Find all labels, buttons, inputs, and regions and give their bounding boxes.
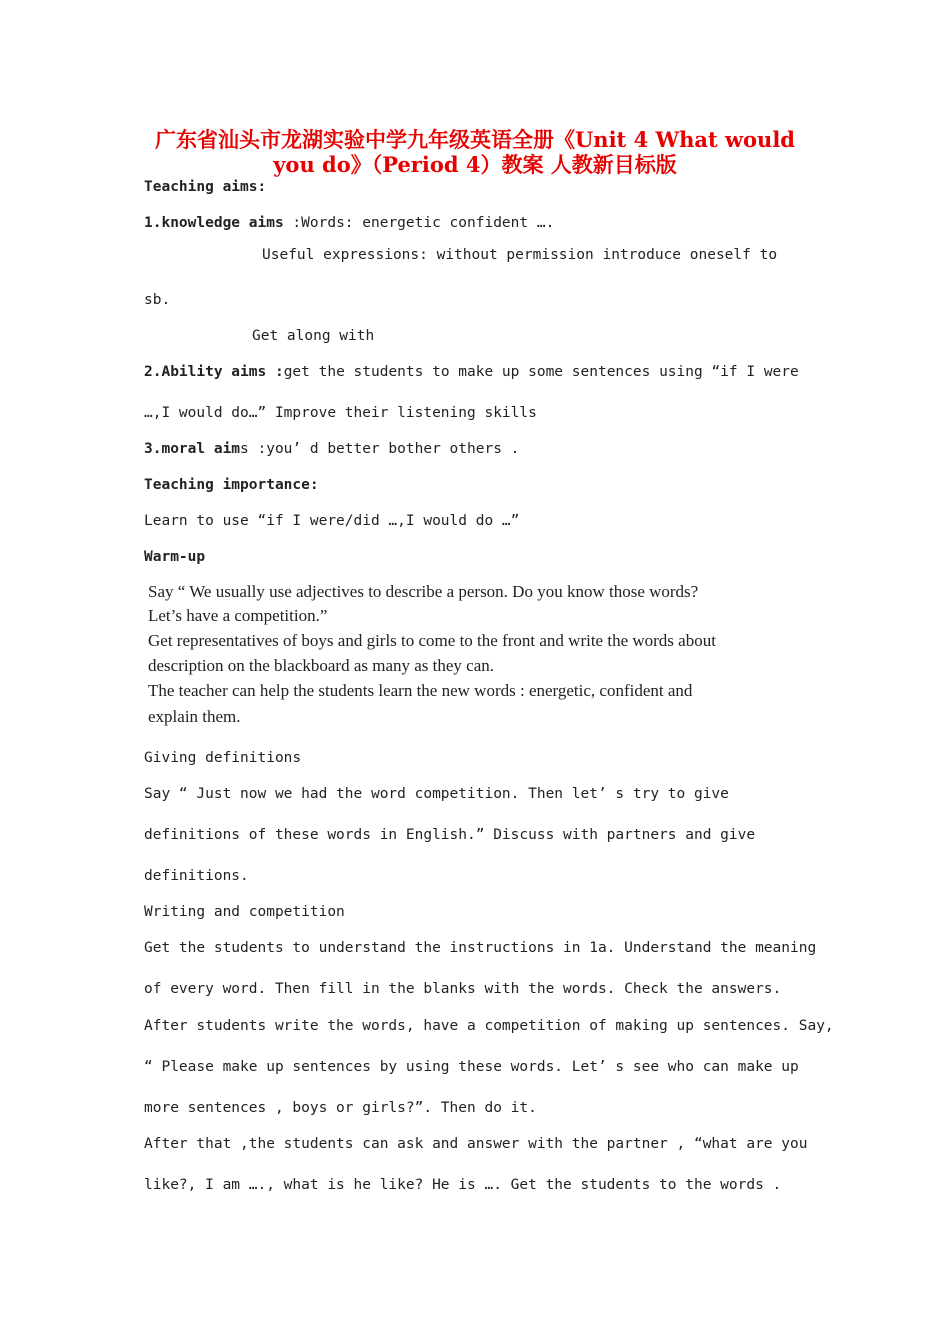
knowledge-aims: [144, 215, 554, 231]
document-title-line-2: you do》（Period 4）教案 人教新目标版: [273, 152, 677, 177]
giving-definitions-line: Say “ Just now we had the word competition. Then let’ s try to give: [144, 786, 729, 802]
warmup-line: Say “ We usually use adjectives to describe a person. Do you know those words?: [148, 582, 699, 601]
teaching-importance-heading: Teaching importance:: [144, 477, 319, 493]
writing-competition-line: “ Please make up sentences by using these words. Let’ s see who can make up: [144, 1059, 799, 1075]
writing-competition-line: like?, I am …., what is he like? He is …. Get the students to the words .: [144, 1177, 782, 1193]
writing-competition-line: After students write the words, have a competition of making up sentences. Say,: [144, 1018, 834, 1034]
writing-competition-heading: Writing and competition: [144, 904, 345, 920]
writing-competition-line: After that ,the students can ask and answer with the partner , “what are you: [144, 1136, 808, 1152]
warmup-line: description on the blackboard as many as they can.: [148, 656, 495, 675]
ability-aims-label: 2.Ability aims :: [144, 364, 284, 380]
expressions-continued: sb.: [144, 292, 171, 308]
moral-aims-label: 3.moral aim: [144, 441, 241, 457]
warmup-line: The teacher can help the students learn the new words : energetic, confident and: [148, 681, 693, 700]
warmup-line: explain them.: [148, 707, 241, 726]
teaching-aims-heading: Teaching aims:: [144, 179, 267, 195]
writing-competition-line: more sentences , boys or girls?”. Then do it.: [144, 1100, 537, 1116]
teaching-importance-text: Learn to use “if I were/did …,I would do …”: [144, 513, 520, 529]
ability-aims-continued: …,I would do…” Improve their listening skills: [144, 405, 537, 421]
moral-aims: [144, 441, 519, 457]
warmup-line: Let’s have a competition.”: [148, 606, 328, 625]
ability-aims: [144, 364, 799, 380]
giving-definitions-line: definitions.: [144, 868, 249, 884]
ability-aims-text: get the students to make up some sentences using “if I were: [283, 364, 799, 380]
knowledge-aims-label: 1.knowledge aims: [144, 215, 284, 231]
get-along-with: Get along with: [252, 328, 375, 344]
writing-competition-line: of every word. Then fill in the blanks with the words. Check the answers.: [144, 981, 782, 997]
useful-expressions: Useful expressions: without permission introduce oneself to: [262, 247, 778, 263]
writing-competition-line: Get the students to understand the instructions in 1a. Understand the meaning: [144, 940, 817, 956]
knowledge-aims-text: :Words: energetic confident ….: [283, 215, 555, 231]
warmup-line: Get representatives of boys and girls to come to the front and write the words about: [148, 631, 716, 650]
giving-definitions-heading: Giving definitions: [144, 750, 302, 766]
giving-definitions-line: definitions of these words in English.” Discuss with partners and give: [144, 827, 756, 843]
document-title-line-1: 广东省汕头市龙湖实验中学九年级英语全册《Unit 4 What would: [155, 127, 795, 152]
moral-aims-text: s :you’ d better bother others .: [240, 441, 520, 457]
warmup-heading: Warm-up: [144, 549, 206, 565]
